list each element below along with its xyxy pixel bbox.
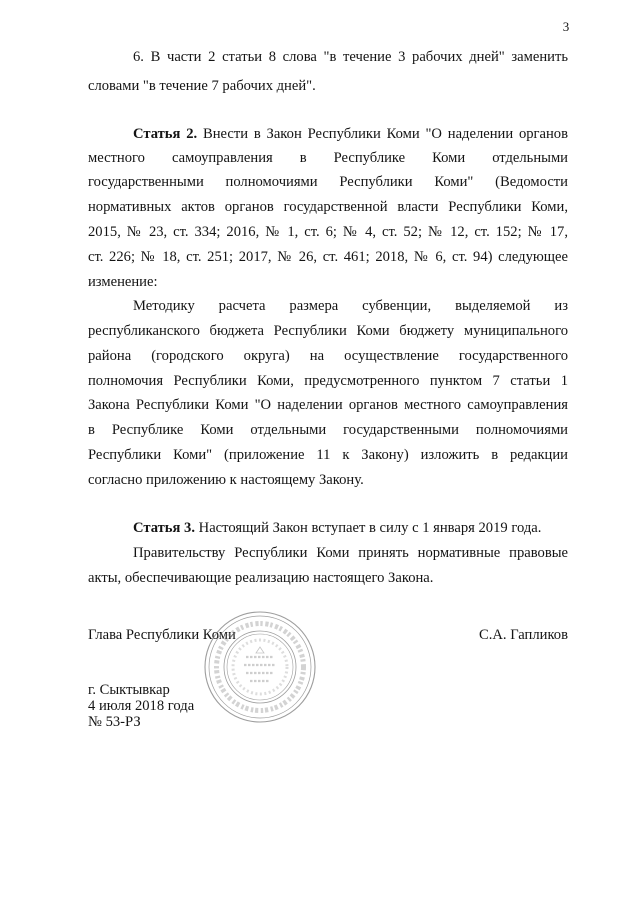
government-instruction-line: Правительству Республики Коми принять нормативные правовые (133, 545, 568, 561)
enactment-place: г. Сыктывкар (88, 682, 170, 698)
amendment-line: полномочия Республики Коми, предусмотренного пунктом 7 статьи 1 (88, 373, 568, 389)
amendment-line: республиканского бюджета Республики Коми бюджету муниципального (88, 323, 568, 339)
amendment-line: в Республике Коми отдельными государственными полномочиями (88, 422, 568, 438)
page-number: 3 (562, 19, 570, 34)
article-2-line: государственными полномочиями Республики Коми" (Ведомости (88, 174, 568, 190)
article-2-line: нормативных актов органов государственной власти Республики Коми, (88, 199, 568, 215)
amendment-line: Республики Коми" (приложение 11 к Закону) изложить в редакции (88, 447, 568, 463)
government-instruction-line: акты, обеспечивающие реализацию настоящего Закона. (88, 570, 434, 586)
article-3-heading: Статья 3. (133, 520, 195, 536)
article-2-heading: Статья 2. (133, 126, 198, 142)
amendment-line: Методику расчета размера субвенции, выделяемой из (133, 298, 568, 314)
article-2-line: ст. 226; № 18, ст. 251; 2017, № 26, ст. 461; 2018, № 6, ст. 94) следующее (88, 249, 568, 265)
amendment-line: согласно приложению к настоящему Закону. (88, 472, 364, 488)
article-2-line: местного самоуправления в Республике Коми отдельными (88, 150, 568, 166)
item-6-line: словами "в течение 7 рабочих дней". (88, 78, 316, 94)
law-number: № 53-РЗ (88, 714, 141, 730)
article-2-line: 2015, № 23, ст. 334; 2016, № 1, ст. 6; № 4, ст. 52; № 12, ст. 152; № 17, (88, 224, 568, 240)
signatory-title: Глава Республики Коми (88, 627, 236, 643)
article-3-text: Настоящий Закон вступает в силу с 1 января 2019 года. (198, 520, 542, 536)
amendment-line: района (городского округа) на осуществление государственного (88, 348, 568, 364)
article-2-line: Внести в Закон Республики Коми "О наделении органов (202, 126, 568, 142)
enactment-date: 4 июля 2018 года (88, 698, 195, 714)
article-3-line (133, 518, 568, 538)
article-2-line: изменение: (88, 274, 158, 290)
article-2-first-line (133, 124, 568, 144)
item-6-line: 6. В части 2 статьи 8 слова "в течение 3 рабочих дней" заменить (133, 49, 568, 65)
amendment-line: Закона Республики Коми "О наделении органов местного самоуправления (88, 397, 568, 413)
signatory-name: С.А. Гапликов (478, 627, 568, 643)
